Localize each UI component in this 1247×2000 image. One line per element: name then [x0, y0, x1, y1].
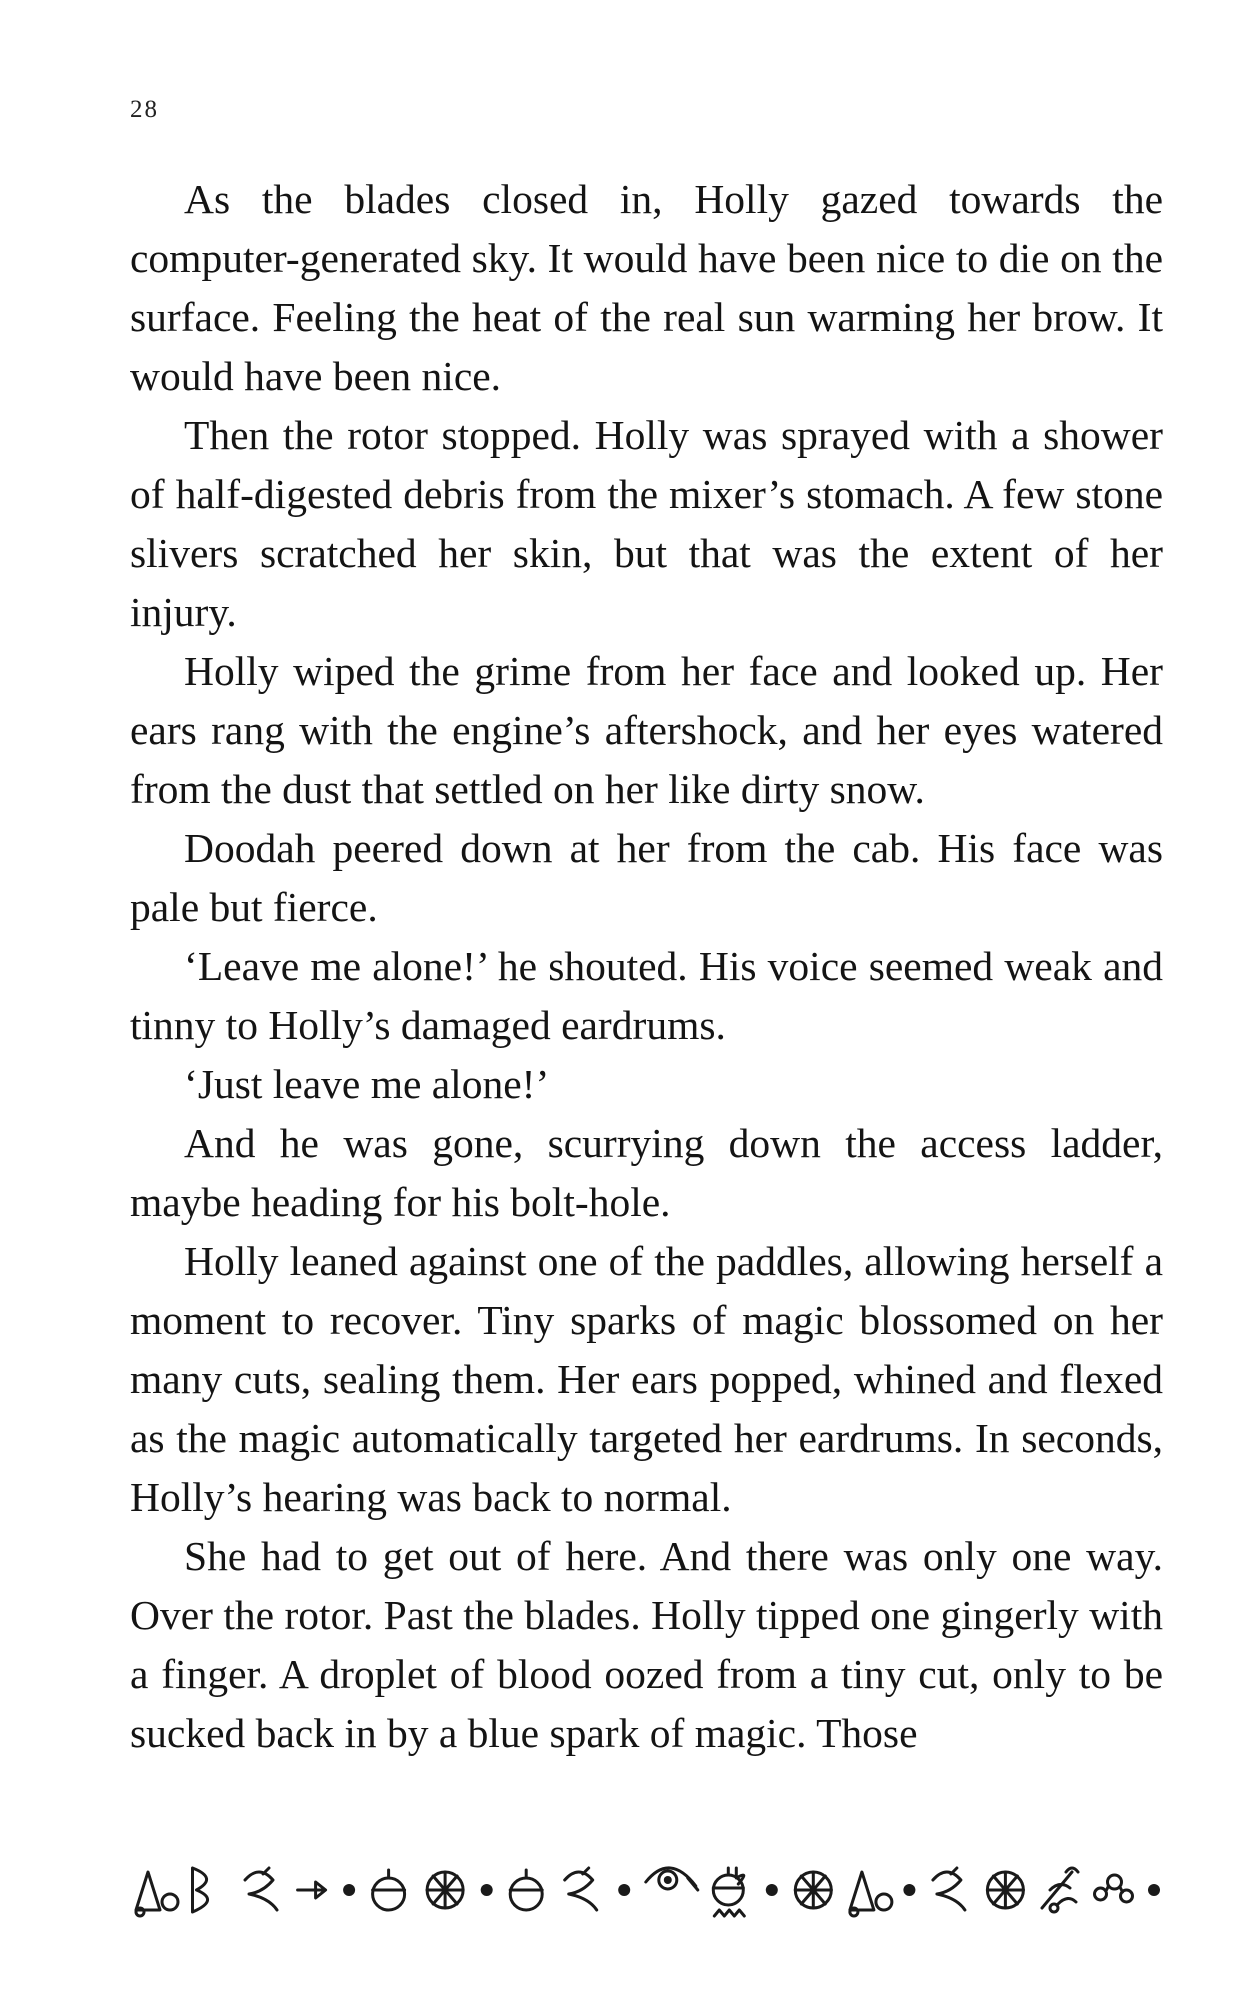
paragraph: Holly leaned against one of the paddles, allowing herself a moment to recover. Tiny sparks of magic blossomed on her many cuts, sealing them. Her ears popped, whined and flexed as the magic automatically targeted her eardrums. In seconds, Holly’s hearing was back to normal.	[130, 1238, 1163, 1520]
gnommish-wheel-icon	[795, 1872, 831, 1908]
gnommish-acorn-icon	[373, 1870, 405, 1910]
gnommish-glyph-c-icon	[245, 1868, 277, 1910]
paragraph: As the blades closed in, Holly gazed towards the computer-generated sky. It would have been nice to die on the surface. Feeling the heat of the real sun warming her brow. It would have been nice.	[130, 176, 1163, 399]
paragraph: And he was gone, scurrying down the access ladder, maybe heading for his bolt-hole.	[130, 1120, 1163, 1225]
page-number: 28	[130, 96, 159, 123]
gnommish-glyph-c-icon	[565, 1868, 597, 1910]
gnommish-arrow-icon	[298, 1882, 326, 1898]
gnommish-glyph-a-icon	[136, 1872, 178, 1916]
body-text	[130, 170, 1163, 1763]
gnommish-acorn-wave-icon	[713, 1868, 744, 1916]
gnommish-glyph-a-icon	[850, 1872, 892, 1916]
gnommish-wheel-icon	[987, 1872, 1023, 1908]
paragraph: Holly wiped the grime from her face and looked up. Her ears rang with the engine’s aftershock, and her eyes watered from the dust that settled on her like dirty snow.	[130, 648, 1163, 812]
paragraph: Then the rotor stopped. Holly was sprayed with a shower of half-digested debris from the mixer’s stomach. A few stone slivers scratched her skin, but that was the extent of her injury.	[130, 412, 1163, 635]
gnommish-wheel-icon	[427, 1872, 463, 1908]
gnommish-dot-icon	[481, 1884, 493, 1896]
gnommish-glyph-b-icon	[193, 1868, 208, 1912]
gnommish-eye-icon	[646, 1868, 698, 1890]
gnommish-dot-icon	[343, 1884, 355, 1896]
paragraph: Doodah peered down at her from the cab. His face was pale but fierce.	[130, 825, 1163, 930]
gnommish-code-strip	[130, 1850, 1165, 1930]
gnommish-code-icon	[130, 1850, 1165, 1930]
gnommish-bug-icon	[1042, 1868, 1078, 1912]
gnommish-dot-icon	[1148, 1884, 1160, 1896]
paragraph: ‘Just leave me alone!’	[184, 1061, 550, 1107]
gnommish-dot-icon	[903, 1884, 915, 1896]
gnommish-dot-icon	[766, 1884, 778, 1896]
gnommish-glyph-c-icon	[933, 1868, 965, 1910]
paragraph: She had to get out of here. And there was only one way. Over the rotor. Past the blades. Holly tipped one gingerly with a finger. A droplet of blood oozed from a tiny cut, only to be sucked back in by a blue spark of magic. Those	[130, 1533, 1163, 1756]
paragraph: ‘Leave me alone!’ he shouted. His voice seemed weak and tinny to Holly’s damaged eardrums.	[130, 943, 1163, 1048]
gnommish-dot-icon	[618, 1884, 630, 1896]
gnommish-acorn-icon	[510, 1870, 542, 1910]
gnommish-flourish-icon	[1095, 1875, 1133, 1902]
